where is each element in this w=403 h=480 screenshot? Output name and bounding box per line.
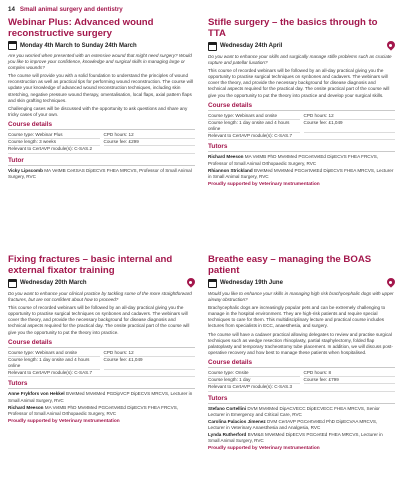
tutor-entry xyxy=(208,406,395,418)
cpd-hours: CPD hours: 8 xyxy=(304,370,396,377)
course-fee: Course fee: £799 xyxy=(304,377,396,384)
course-paragraph: This course of recorded webinars will be followed by an all-day practical giving you the opportunity to practise surgical techniques on synbones and cadavers. The webinars will cover the theory, and provide the necessary background for disease diagnosis and technical aspects required for the practical day. The onsite practical part of the course will give you the opportunity to put the theory into practice. xyxy=(8,305,190,335)
course-title: Webinar Plus: Advanced wound reconstructive surgery xyxy=(8,17,154,39)
sponsor-note: Proudly supported by Veterinary Instrumentation xyxy=(208,446,320,452)
tutor-name: Anne Frykfors von Hekkel xyxy=(8,391,65,397)
course-paragraph: This course of recorded webinars will be followed by an all-day practical giving you the opportunity to practise surgical techniques on synbones and cadavers. The webinars will cover the theory, and provide the necessary background for disease diagnosis and technical aspects required for the practical day. The onsite practical part of the course will give you the opportunity to put the theory into practice and develop your surgical skills. xyxy=(208,68,390,98)
page-number: 14 xyxy=(8,5,15,13)
course-date: Wednesday 24th April xyxy=(220,43,283,49)
tutor-entry xyxy=(208,419,395,431)
calendar-icon xyxy=(8,279,17,288)
course-details xyxy=(208,113,395,134)
cpd-hours: CPD hours: 12 xyxy=(104,350,196,357)
course-paragraph: Brachycephalic dogs are increasingly popular pets and can be extremely challenging to manage in the hospital environment. They are high-risk patients and require special techniques to care for them. This multidisciplinary lecture and practical course includes lectures from specialists in ECC, anaesthesia, and surgery. xyxy=(208,305,386,329)
relevant-module: Relevant to CertAVP module(s): C-SAS.7 xyxy=(8,370,195,377)
course-type: Course type: Onsite xyxy=(208,370,300,377)
course-fee: Course fee: £1,049 xyxy=(104,357,196,370)
calendar-icon xyxy=(8,41,17,50)
page-header xyxy=(8,4,123,14)
tutor-credentials: DVM CertAVP PGCertVetEd PhD DipECVAA MRCVS, Lecturer in Veterinary Anaesthesia and Analgesia, RVC xyxy=(208,418,378,430)
section-title: Small animal surgery and dentistry xyxy=(19,5,123,13)
course-title: Stifle surgery – the basics through to TTA xyxy=(208,17,378,39)
sponsor-note: Proudly supported by Veterinary Instrumentation xyxy=(8,418,120,424)
course-paragraph: The course will have a cadaver practical allowing delegates to review and practise surgical techniques such as wedge resection rhinoplasty, partial staphylectomy, folded flap palatoplasty and temporary tracheostomy tube placement. In addition, we will discuss post-operative recovery and how best to manage these patients when hospitalised. xyxy=(208,331,393,355)
tutor-credentials: MA VetMB PhD MVetMed PGCertVetEd DipECVS FHEA FRCVS, Professor of Small Animal Orthopaedic Surgery, RVC xyxy=(8,404,179,416)
course-type: Course type: Webinar Plus xyxy=(8,132,100,139)
course-intro: Do you want to enhance your clinical practice by tackling some of the more straightforward fractures, but are not confident about how to proceed? xyxy=(8,291,192,303)
course-details xyxy=(208,370,395,384)
course-date: Monday 4th March to Sunday 24th March xyxy=(20,42,137,49)
course-details xyxy=(8,132,195,146)
cpd-hours: CPD hours: 12 xyxy=(104,132,196,139)
details-heading: Course details xyxy=(8,339,195,348)
course-intro: Do you want to enhance your skills and surgically manage stifle problems such as cruciate rupture and patellar luxation? xyxy=(208,54,392,66)
course-length: Course length: 3 weeks xyxy=(8,139,100,146)
tutor-credentials: BVetMed MVetMed PGCertVetEd DipECVS FHEA MRCVS, Lecturer in Small Animal Surgery, RVC xyxy=(208,167,394,179)
course-length: Course length: 1 day xyxy=(208,377,300,384)
date-row xyxy=(208,278,395,288)
tutors-heading: Tutors xyxy=(8,380,195,389)
course-length: Course length: 1 day onsite and 4 hours online xyxy=(8,357,100,370)
date-row xyxy=(8,278,195,288)
course-details xyxy=(8,350,195,371)
calendar-icon xyxy=(208,42,217,51)
course-type: Course type: Webinars and onsite xyxy=(8,350,100,357)
tutor-credentials: DVM MVetMed DipACVECC DipECVECC FHEA MRCVS, Senior Lecturer in Emergency and Critical Care, RVC xyxy=(208,405,380,417)
tutor-entry xyxy=(8,168,195,180)
details-heading: Course details xyxy=(8,121,195,130)
course-date: Wednesday 20th March xyxy=(20,280,87,286)
course-intro: Would you like to enhance your skills in managing high risk brachycephalic dogs with upper airway obstruction? xyxy=(208,291,394,303)
course-intro: Are you worried when presented with an extensive wound that might need surgery? Would you like to improve your confidence, knowledge and surgical skills in managing large or complex wounds? xyxy=(8,53,192,71)
tutor-entry xyxy=(208,168,395,180)
tutor-name: Carolina Palacios Jimenez xyxy=(208,418,266,424)
details-heading: Course details xyxy=(208,359,395,368)
relevant-module: Relevant to CertAVP module(s): C-SAS.7 xyxy=(208,133,395,140)
tutor-credentials: BVM&S MVetMed DipECVS PGCertEd FHEA MRCVS, Lecturer in Small Animal Surgery, RVC xyxy=(208,431,383,444)
course-stifle-surgery xyxy=(208,17,395,187)
tutor-name: Richard Meeson xyxy=(8,404,44,410)
tutor-name: Rhiannon Strickland xyxy=(208,167,253,173)
tutor-entry xyxy=(8,405,195,417)
relevant-module: Relevant to CertAVP module(s): C-SAS.3 xyxy=(208,384,395,391)
tutor-name: Vicky Lipscomb xyxy=(8,167,43,173)
course-title: Fixing fractures – basic internal and external fixator training xyxy=(8,254,173,276)
course-breathe-easy xyxy=(208,254,395,451)
tutors-heading: Tutors xyxy=(208,143,395,152)
tutor-name: Richard Meeson xyxy=(208,154,244,160)
date-row xyxy=(8,41,195,50)
course-fixing-fractures xyxy=(8,254,195,424)
tutor-entry xyxy=(208,154,395,166)
course-fee: Course fee: £1,049 xyxy=(304,120,396,133)
tutor-entry xyxy=(8,391,195,403)
tutors-heading: Tutor xyxy=(8,157,195,166)
tutor-name: Stefano Cortellini xyxy=(208,405,247,411)
course-fee: Course fee: £299 xyxy=(104,139,196,146)
tutor-entry xyxy=(208,432,395,444)
calendar-icon xyxy=(208,279,217,288)
location-pin-icon xyxy=(186,278,195,288)
tutor-name: Lynda Rutherford xyxy=(208,431,247,437)
course-date: Wednesday 19th June xyxy=(220,280,283,286)
course-type: Course type: Webinars and onsite xyxy=(208,113,300,120)
location-pin-icon xyxy=(386,41,395,51)
tutor-credentials: MA VetMB PhD MVetMed PGCertVetEd DipECVS FHEA FRCVS, Professor of Small Animal Orthopaedic Surgery, RVC xyxy=(208,154,379,166)
sponsor-note: Proudly supported by Veterinary Instrumentation xyxy=(208,181,320,187)
course-paragraph: The course will provide you with a solid foundation to understand the principles of wound reconstruction as well as practical tips for performing wound reconstruction. The course will update your knowledge of advanced wound reconstruction techniques, including skin stretching, negative pressure wound therapy, omentalisation, local flaps, axial pattern flaps and skin grafting techniques. xyxy=(8,73,194,103)
tutors-heading: Tutors xyxy=(208,395,395,404)
course-title: Breathe easy – managing the BOAS patient xyxy=(208,254,372,276)
course-paragraph: Challenging cases will be discussed with the opportunity to ask questions and share any tricky cases of your own. xyxy=(8,105,188,117)
course-webinar-plus xyxy=(8,17,195,181)
cpd-hours: CPD hours: 12 xyxy=(304,113,396,120)
course-length: Course length: 1 day onsite and 4 hours online xyxy=(208,120,300,133)
details-heading: Course details xyxy=(208,102,395,111)
tutor-credentials: BVetMed MVetMed PGDipVCP DipECVS MRCVS, Lecturer in Small Animal Surgery, RVC xyxy=(8,391,193,403)
location-pin-icon xyxy=(386,278,395,288)
relevant-module: Relevant to CertAVP module(s): C-SAS.2 xyxy=(8,146,195,153)
date-row xyxy=(208,41,395,51)
tutor-credentials: MA VetMB CertSAS DipECVS FHEA MRCVS, Professor of Small Animal Surgery, RVC xyxy=(8,167,192,179)
